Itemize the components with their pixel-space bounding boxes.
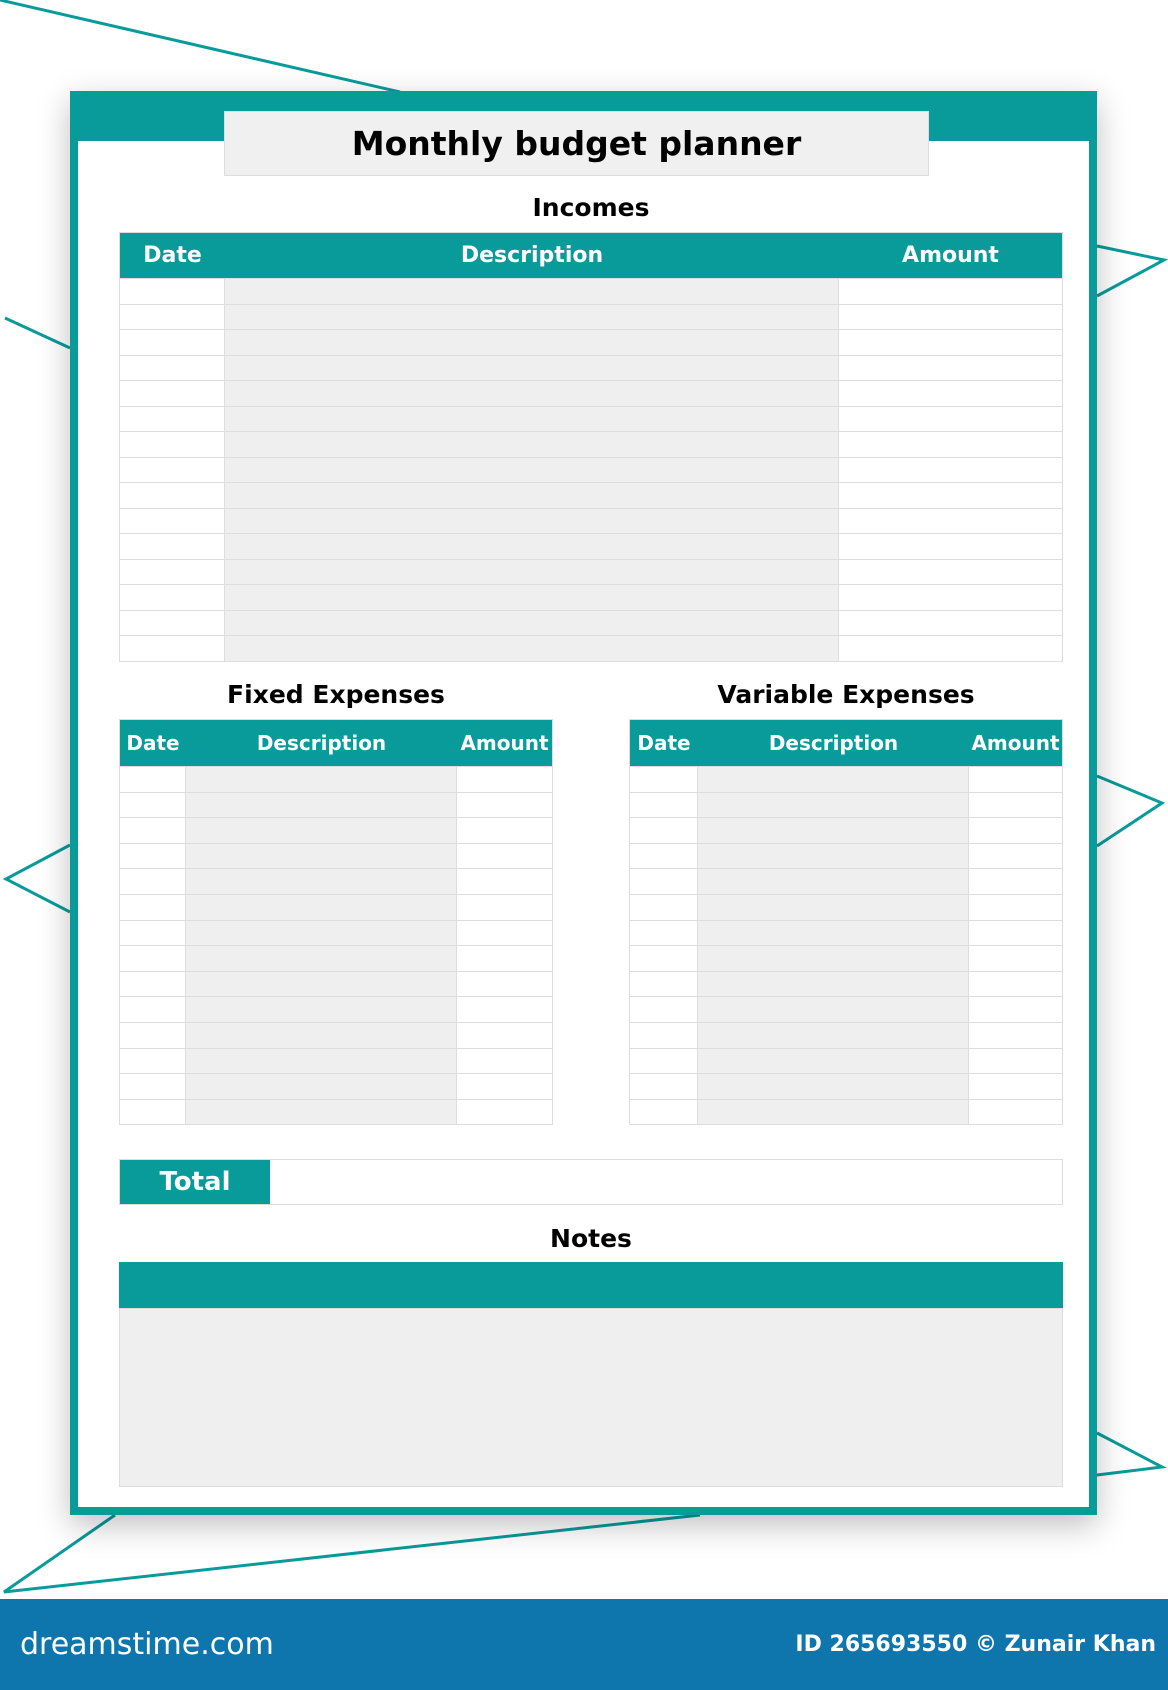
table-row xyxy=(120,329,1062,355)
date-cell[interactable] xyxy=(120,1049,186,1074)
description-cell[interactable] xyxy=(698,921,969,946)
table-row xyxy=(120,971,552,997)
table-row xyxy=(630,843,1062,869)
table-row xyxy=(630,971,1062,997)
table-row xyxy=(120,278,1062,304)
description-cell[interactable] xyxy=(186,946,457,971)
description-cell[interactable] xyxy=(225,305,839,330)
amount-cell[interactable] xyxy=(457,895,552,920)
description-cell[interactable] xyxy=(186,972,457,997)
col-date: Date xyxy=(637,731,691,755)
variable-expenses-title: Variable Expenses xyxy=(717,680,975,709)
amount-cell[interactable] xyxy=(839,330,1062,355)
description-cell[interactable] xyxy=(698,997,969,1022)
date-cell[interactable] xyxy=(120,611,225,636)
amount-cell[interactable] xyxy=(969,972,1062,997)
table-row xyxy=(120,304,1062,330)
description-cell[interactable] xyxy=(698,844,969,869)
amount-cell[interactable] xyxy=(969,793,1062,818)
amount-cell[interactable] xyxy=(457,946,552,971)
notes-title: Notes xyxy=(550,1224,632,1253)
image-credit: ID 265693550 © Zunair Khan xyxy=(795,1632,1156,1657)
date-cell[interactable] xyxy=(120,407,225,432)
amount-cell[interactable] xyxy=(457,1100,552,1125)
date-cell[interactable] xyxy=(120,509,225,534)
fixed-expenses-table xyxy=(119,719,553,1125)
page-title: Monthly budget planner xyxy=(224,111,929,176)
col-amount: Amount xyxy=(460,731,549,755)
table-row xyxy=(120,1073,552,1099)
table-row xyxy=(630,1048,1062,1074)
table-row xyxy=(120,920,552,946)
amount-cell[interactable] xyxy=(969,1100,1062,1125)
variable-expenses-table xyxy=(629,719,1063,1125)
amount-cell[interactable] xyxy=(457,997,552,1022)
description-cell[interactable] xyxy=(225,483,839,508)
date-cell[interactable] xyxy=(120,869,186,894)
date-cell[interactable] xyxy=(630,818,698,843)
table-row xyxy=(120,766,552,792)
amount-cell[interactable] xyxy=(839,407,1062,432)
description-cell[interactable] xyxy=(225,407,839,432)
amount-cell[interactable] xyxy=(969,1023,1062,1048)
table-row xyxy=(630,1022,1062,1048)
amount-cell[interactable] xyxy=(969,869,1062,894)
date-cell[interactable] xyxy=(120,921,186,946)
amount-cell[interactable] xyxy=(839,636,1062,661)
amount-cell[interactable] xyxy=(969,946,1062,971)
table-row xyxy=(120,843,552,869)
description-cell[interactable] xyxy=(225,330,839,355)
description-cell[interactable] xyxy=(225,509,839,534)
date-cell[interactable] xyxy=(120,330,225,355)
date-cell[interactable] xyxy=(630,921,698,946)
col-date: Date xyxy=(126,731,180,755)
table-row xyxy=(120,482,1062,508)
table-row xyxy=(120,1048,552,1074)
amount-cell[interactable] xyxy=(969,1049,1062,1074)
amount-cell[interactable] xyxy=(839,611,1062,636)
description-cell[interactable] xyxy=(698,946,969,971)
date-cell[interactable] xyxy=(120,844,186,869)
table-row xyxy=(120,610,1062,636)
description-cell[interactable] xyxy=(186,1023,457,1048)
table-row xyxy=(630,868,1062,894)
date-cell[interactable] xyxy=(630,972,698,997)
footer-bar xyxy=(0,1599,1168,1690)
description-cell[interactable] xyxy=(698,895,969,920)
description-cell[interactable] xyxy=(698,972,969,997)
col-date: Date xyxy=(143,243,202,268)
description-cell[interactable] xyxy=(698,793,969,818)
amount-cell[interactable] xyxy=(969,997,1062,1022)
col-description: Description xyxy=(768,731,899,755)
date-cell[interactable] xyxy=(630,1100,698,1125)
notes-area[interactable] xyxy=(119,1308,1063,1487)
date-cell[interactable] xyxy=(630,869,698,894)
description-cell[interactable] xyxy=(186,844,457,869)
dreamstime-logo: dreamstime.com xyxy=(20,1627,274,1662)
description-cell[interactable] xyxy=(698,1074,969,1099)
col-description: Description xyxy=(460,243,604,268)
incomes-title: Incomes xyxy=(532,193,650,222)
date-cell[interactable] xyxy=(120,534,225,559)
table-row xyxy=(120,817,552,843)
amount-cell[interactable] xyxy=(969,921,1062,946)
description-cell[interactable] xyxy=(225,381,839,406)
fixed-expenses-title: Fixed Expenses xyxy=(227,680,445,709)
description-cell[interactable] xyxy=(698,1023,969,1048)
date-cell[interactable] xyxy=(630,767,698,792)
description-cell[interactable] xyxy=(186,1049,457,1074)
table-row xyxy=(120,894,552,920)
date-cell[interactable] xyxy=(630,1074,698,1099)
notes-header xyxy=(119,1262,1063,1308)
amount-cell[interactable] xyxy=(457,1074,552,1099)
date-cell[interactable] xyxy=(120,895,186,920)
description-cell[interactable] xyxy=(698,1100,969,1125)
description-cell[interactable] xyxy=(698,1049,969,1074)
amount-cell[interactable] xyxy=(839,458,1062,483)
table-row xyxy=(120,559,1062,585)
amount-cell[interactable] xyxy=(457,844,552,869)
date-cell[interactable] xyxy=(120,1100,186,1125)
date-cell[interactable] xyxy=(120,356,225,381)
table-row xyxy=(120,996,552,1022)
description-cell[interactable] xyxy=(225,458,839,483)
table-row xyxy=(630,920,1062,946)
description-cell[interactable] xyxy=(186,997,457,1022)
table-row xyxy=(630,945,1062,971)
table-row xyxy=(630,996,1062,1022)
description-cell[interactable] xyxy=(186,921,457,946)
description-cell[interactable] xyxy=(186,1100,457,1125)
description-cell[interactable] xyxy=(225,432,839,457)
description-cell[interactable] xyxy=(186,767,457,792)
description-cell[interactable] xyxy=(225,279,839,304)
table-row xyxy=(120,406,1062,432)
description-cell[interactable] xyxy=(225,534,839,559)
amount-cell[interactable] xyxy=(969,818,1062,843)
amount-cell[interactable] xyxy=(839,560,1062,585)
col-amount: Amount xyxy=(902,243,999,268)
date-cell[interactable] xyxy=(120,483,225,508)
date-cell[interactable] xyxy=(120,432,225,457)
incomes-table xyxy=(119,232,1063,662)
date-cell[interactable] xyxy=(120,818,186,843)
table-row xyxy=(120,380,1062,406)
date-cell[interactable] xyxy=(120,279,225,304)
amount-cell[interactable] xyxy=(457,869,552,894)
amount-cell[interactable] xyxy=(839,381,1062,406)
amount-cell[interactable] xyxy=(839,483,1062,508)
amount-cell[interactable] xyxy=(969,844,1062,869)
table-row xyxy=(630,894,1062,920)
amount-cell[interactable] xyxy=(457,818,552,843)
description-cell[interactable] xyxy=(186,895,457,920)
total-field[interactable] xyxy=(270,1160,1062,1204)
table-row xyxy=(120,457,1062,483)
total-row xyxy=(119,1159,1063,1205)
amount-cell[interactable] xyxy=(839,585,1062,610)
table-row xyxy=(120,792,552,818)
table-row xyxy=(120,635,1062,661)
date-cell[interactable] xyxy=(630,1049,698,1074)
table-row xyxy=(120,945,552,971)
date-cell[interactable] xyxy=(630,793,698,818)
amount-cell[interactable] xyxy=(969,1074,1062,1099)
date-cell[interactable] xyxy=(120,560,225,585)
table-row xyxy=(120,533,1062,559)
table-row xyxy=(120,355,1062,381)
table-row xyxy=(630,766,1062,792)
amount-cell[interactable] xyxy=(839,509,1062,534)
date-cell[interactable] xyxy=(630,946,698,971)
amount-cell[interactable] xyxy=(457,793,552,818)
description-cell[interactable] xyxy=(186,869,457,894)
date-cell[interactable] xyxy=(120,1074,186,1099)
date-cell[interactable] xyxy=(630,997,698,1022)
date-cell[interactable] xyxy=(120,305,225,330)
amount-cell[interactable] xyxy=(457,767,552,792)
description-cell[interactable] xyxy=(225,585,839,610)
date-cell[interactable] xyxy=(120,636,225,661)
amount-cell[interactable] xyxy=(839,534,1062,559)
amount-cell[interactable] xyxy=(969,895,1062,920)
description-cell[interactable] xyxy=(225,356,839,381)
description-cell[interactable] xyxy=(225,611,839,636)
description-cell[interactable] xyxy=(186,1074,457,1099)
description-cell[interactable] xyxy=(186,793,457,818)
amount-cell[interactable] xyxy=(839,356,1062,381)
date-cell[interactable] xyxy=(120,767,186,792)
table-row xyxy=(630,792,1062,818)
table-row xyxy=(120,508,1062,534)
amount-cell[interactable] xyxy=(839,305,1062,330)
amount-cell[interactable] xyxy=(457,921,552,946)
table-row xyxy=(120,1099,552,1125)
amount-cell[interactable] xyxy=(839,432,1062,457)
date-cell[interactable] xyxy=(120,381,225,406)
amount-cell[interactable] xyxy=(457,1049,552,1074)
date-cell[interactable] xyxy=(630,1023,698,1048)
description-cell[interactable] xyxy=(698,869,969,894)
date-cell[interactable] xyxy=(120,1023,186,1048)
date-cell[interactable] xyxy=(630,895,698,920)
table-row xyxy=(120,868,552,894)
date-cell[interactable] xyxy=(120,793,186,818)
amount-cell[interactable] xyxy=(457,972,552,997)
date-cell[interactable] xyxy=(120,946,186,971)
description-cell[interactable] xyxy=(186,818,457,843)
date-cell[interactable] xyxy=(120,972,186,997)
table-row xyxy=(120,584,1062,610)
col-description: Description xyxy=(256,731,387,755)
table-row xyxy=(120,1022,552,1048)
table-row xyxy=(630,1073,1062,1099)
table-row xyxy=(120,431,1062,457)
date-cell[interactable] xyxy=(120,458,225,483)
amount-cell[interactable] xyxy=(969,767,1062,792)
table-row xyxy=(630,1099,1062,1125)
total-label: Total xyxy=(120,1160,270,1204)
col-amount: Amount xyxy=(971,731,1060,755)
date-cell[interactable] xyxy=(120,585,225,610)
table-row xyxy=(630,817,1062,843)
description-cell[interactable] xyxy=(698,818,969,843)
amount-cell[interactable] xyxy=(839,279,1062,304)
amount-cell[interactable] xyxy=(457,1023,552,1048)
date-cell[interactable] xyxy=(630,844,698,869)
description-cell[interactable] xyxy=(225,560,839,585)
description-cell[interactable] xyxy=(225,636,839,661)
description-cell[interactable] xyxy=(698,767,969,792)
date-cell[interactable] xyxy=(120,997,186,1022)
